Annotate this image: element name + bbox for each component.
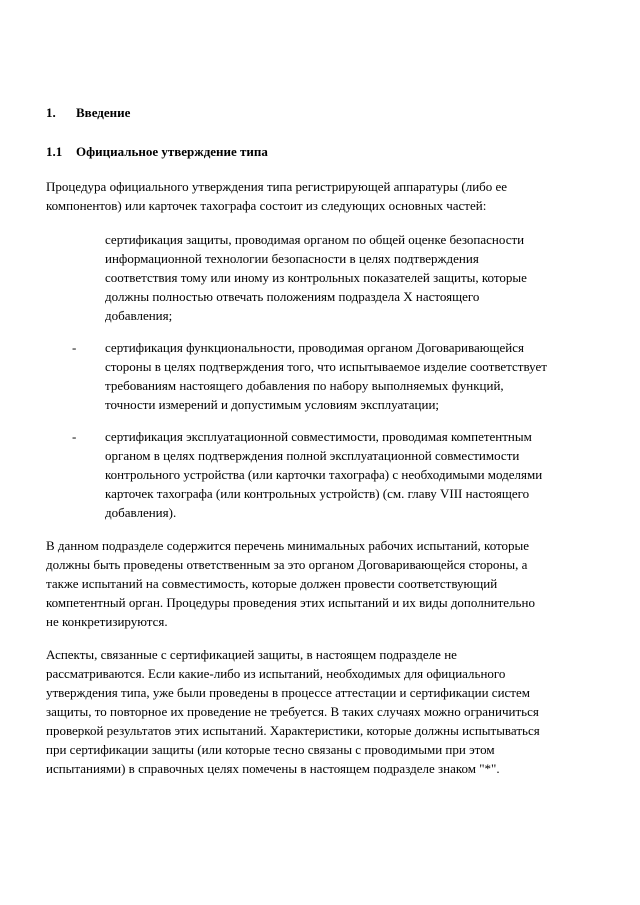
subsection-number: 1.1 [46,144,63,159]
text-line: проверкой результатов этих испытаний. Характеристики, которые должны испытываться [46,723,540,738]
list-bullet: - [72,340,77,355]
text-line: сертификация функциональности, проводимая органом Договаривающейся [105,340,524,355]
text-line: не конкретизируются. [46,614,168,629]
text-line: В данном подразделе содержится перечень минимальных рабочих испытаний, которые [46,538,530,553]
text-line: Аспекты, связанные с сертификацией защиты, в настоящем подразделе не [46,647,457,662]
text-line: защиты, то повторное их проведение не требуется. В таких случаях можно ограничиться [46,704,539,719]
subsection-title: Официальное утверждение типа [76,144,268,159]
text-line: компонентов) или карточек тахографа состоит из следующих основных частей: [46,198,487,213]
text-line: рассматриваются. Если какие-либо из испытаний, необходимых для официального [46,666,506,681]
text-line: при сертификации защиты (или которые тесно связаны с проводимыми при этом [46,742,495,757]
text-line: информационной технологии безопасности в целях подтверждения [105,251,479,266]
list-item-text [105,230,555,325]
text-line: соответствия тому или иному из контрольных показателей защиты, которые [105,270,527,285]
text-line: добавления; [105,308,173,323]
text-line: также испытаний на совместимость, которые должен провести соответствующий [46,576,498,591]
text-line: требованиям настоящего добавления по набору выполняемых функций, [105,378,504,393]
intro-paragraph [46,177,566,215]
text-line: органом в целях подтверждения полной эксплуатационной совместимости [105,448,520,463]
section-number: 1. [46,105,56,120]
list-item [46,230,566,325]
section-title: Введение [76,105,131,120]
list-item [46,338,566,414]
list-item-text [105,338,555,414]
section-heading [46,103,130,122]
subsection-scope-paragraph [46,536,566,631]
text-line: должны быть проведены ответственным за это органом Договаривающейся стороны, а [46,557,528,572]
security-aspects-paragraph [46,645,566,778]
text-line: сертификация эксплуатационной совместимости, проводимая компетентным [105,429,532,444]
text-line: сертификация защиты, проводимая органом по общей оценке безопасности [105,232,525,247]
list-bullet: - [72,429,77,444]
text-line: карточек тахографа (или контрольных устройств) (см. главу VIII настоящего [105,486,530,501]
text-line: стороны в целях подтверждения того, что испытываемое изделие соответствует [105,359,547,374]
list-item [46,427,566,522]
text-line: контрольного устройства (или карточки тахографа) с необходимыми моделями [105,467,543,482]
text-line: Процедура официального утверждения типа регистрирующей аппаратуры (либо ее [46,179,508,194]
text-line: точности измерений и допустимым условиям эксплуатации; [105,397,440,412]
text-line: испытаниями) в справочных целях помечены в настоящем подразделе знаком "*". [46,761,500,776]
subsection-heading [46,142,268,161]
list-item-text [105,427,555,522]
text-line: должны полностью отвечать положениям подраздела X настоящего [105,289,480,304]
text-line: утверждения типа, уже были проведены в процессе аттестации и сертификации систем [46,685,530,700]
text-line: компетентный орган. Процедуры проведения этих испытаний и их виды дополнительно [46,595,535,610]
text-line: добавления). [105,505,177,520]
